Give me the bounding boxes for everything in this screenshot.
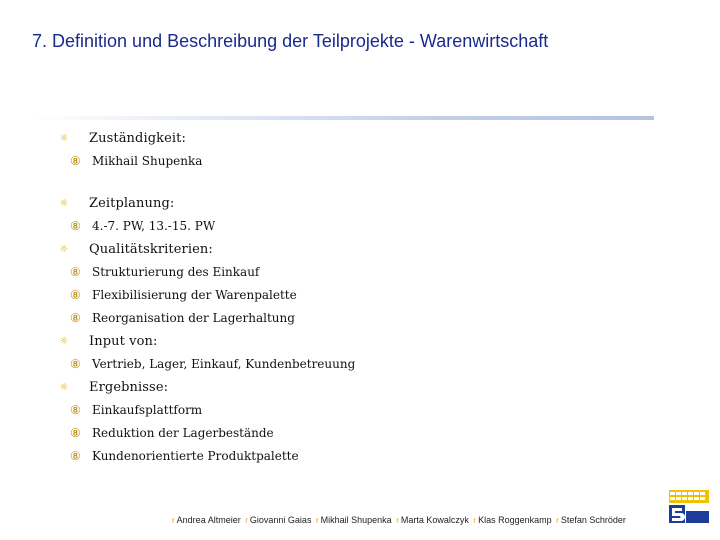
list-item bbox=[60, 307, 620, 330]
list-item-text: Strukturierung des Einkauf bbox=[92, 265, 260, 279]
list-item-text: Flexibilisierung der Warenpalette bbox=[92, 288, 297, 302]
sun-bullet-icon: ☼ bbox=[59, 198, 69, 209]
footer-authors bbox=[170, 515, 626, 525]
separator-icon: r bbox=[473, 516, 477, 525]
list-item-text: Einkaufsplattform bbox=[92, 403, 203, 417]
list-item bbox=[60, 422, 620, 445]
sun-bullet-icon: ☼ bbox=[59, 244, 69, 255]
circled-eight-icon: ⑧ bbox=[70, 449, 81, 463]
separator-icon: r bbox=[315, 516, 319, 525]
author-name: Marta Kowalczyk bbox=[400, 515, 469, 525]
section-heading-text: Ergebnisse: bbox=[89, 380, 169, 395]
section-heading-text: Qualitätskriterien: bbox=[89, 242, 213, 257]
circled-eight-icon: ⑧ bbox=[70, 288, 81, 302]
list-item bbox=[60, 353, 620, 376]
author-name: Mikhail Shupenka bbox=[320, 515, 392, 525]
author-name: Stefan Schröder bbox=[560, 515, 626, 525]
circled-eight-icon: ⑧ bbox=[70, 403, 81, 417]
sun-bullet-icon: ☼ bbox=[59, 382, 69, 393]
circled-eight-icon: ⑧ bbox=[70, 357, 81, 371]
list-item bbox=[60, 445, 620, 468]
section-heading-text: Zuständigkeit: bbox=[89, 131, 186, 146]
sun-bullet-icon: ☼ bbox=[59, 336, 69, 347]
circled-eight-icon: ⑧ bbox=[70, 154, 81, 168]
list-item-text: Reduktion der Lagerbestände bbox=[92, 426, 274, 440]
list-item-text: Kundenorientierte Produktpalette bbox=[92, 449, 299, 463]
section-heading bbox=[60, 192, 620, 215]
list-item bbox=[60, 284, 620, 307]
sun-bullet-icon: ☼ bbox=[59, 133, 69, 144]
separator-icon: r bbox=[396, 516, 399, 525]
separator-icon: r bbox=[172, 516, 175, 525]
circled-eight-icon: ⑧ bbox=[70, 311, 81, 325]
circled-eight-icon: ⑧ bbox=[70, 219, 81, 233]
list-item-text: 4.-7. PW, 13.-15. PW bbox=[92, 219, 216, 233]
author-name: Klas Roggenkamp bbox=[478, 515, 552, 525]
list-item bbox=[60, 150, 620, 173]
slide-title: 7. Definition und Beschreibung der Teilprojekte - Warenwirtschaft bbox=[32, 31, 549, 51]
list-item bbox=[60, 261, 620, 284]
circled-eight-icon: ⑧ bbox=[70, 265, 81, 279]
list-item-text: Vertrieb, Lager, Einkauf, Kundenbetreuung bbox=[92, 357, 356, 371]
section-heading bbox=[60, 238, 620, 261]
list-item bbox=[60, 215, 620, 238]
section-heading bbox=[60, 376, 620, 399]
author-name: Andrea Altmeier bbox=[176, 515, 241, 525]
section-heading-text: Input von: bbox=[89, 334, 158, 349]
slide-content bbox=[60, 127, 620, 468]
circled-eight-icon: ⑧ bbox=[70, 426, 81, 440]
section-heading bbox=[60, 127, 620, 150]
list-item-text: Mikhail Shupenka bbox=[92, 154, 203, 168]
logo-icon bbox=[667, 487, 711, 525]
list-item bbox=[60, 399, 620, 422]
list-item-text: Reorganisation der Lagerhaltung bbox=[92, 311, 295, 325]
separator-icon: r bbox=[556, 516, 559, 525]
section-heading bbox=[60, 330, 620, 353]
author-name: Giovanni Gaias bbox=[249, 515, 312, 525]
section-heading-text: Zeitplanung: bbox=[89, 196, 175, 211]
separator-icon: r bbox=[245, 516, 248, 525]
title-divider bbox=[32, 116, 654, 120]
